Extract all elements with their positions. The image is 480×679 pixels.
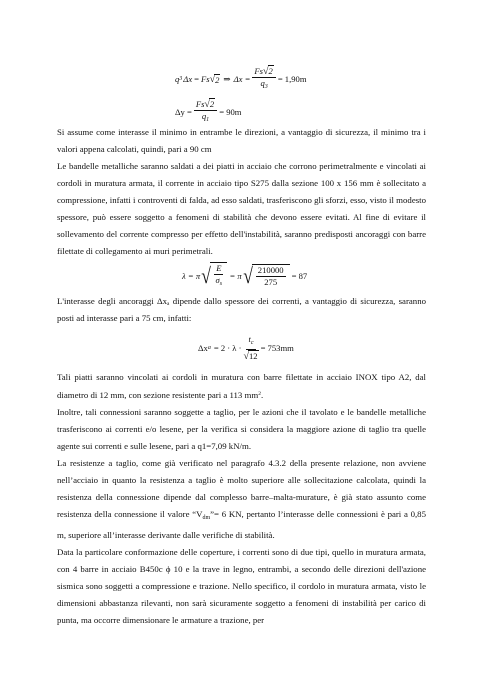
paragraph-resistenza-sub: dm: [202, 515, 211, 521]
eq4-fraction: $\frac{t_c}{√12}$: [243, 334, 258, 362]
paragraph-piatti-end: .: [260, 390, 264, 400]
eq1-frac-root: 2: [268, 66, 273, 76]
eq4-tc: t: [248, 334, 251, 344]
eq1-frac-den: q: [260, 78, 265, 88]
paragraph-coperture: Data la particolare conformazione delle coperture, i correnti sono di due tipi, quello in muratura armata, con 4 barre in acciaio B450c ϕ 10 e la trave in legno, entrambi, a secondo delle direzioni dell'azione sismica sono soggetti a compressione e trazione. Nello specifico, il cordolo in muratura armata, visto le dimensioni abbastanza rilevanti, non sarà sicuramente soggetto a fenomeni di instabilità per carico di punta, ma occorre dimensionare le armature a trazione, per: [57, 547, 426, 625]
eq4-lhs-sub: a: [207, 345, 211, 351]
eq2-fraction: $\frac{Fs√2}{q_1}$: [194, 98, 217, 126]
eq1-dx-2: Δx =: [233, 74, 251, 84]
paragraph-piatti: [57, 369, 426, 404]
eq3-result: = 87: [291, 271, 308, 281]
eq3-num: 210000: [257, 265, 284, 275]
paragraph-resistenza-end: ”= 6 KN, pertanto l’interasse delle connessioni è pari a 0,85 m, superiore all’interasse derivante dalle verifiche di stabilità.: [57, 509, 426, 540]
paragraph-resistenza: [57, 455, 426, 544]
eq1-fs: Fs: [201, 74, 210, 84]
equation-dxa: [198, 334, 294, 362]
eq4-lhs: Δx: [198, 343, 208, 353]
eq1-equals: =: [194, 74, 200, 84]
paragraph-piatti-sup: 2: [258, 391, 261, 397]
eq1-lhs: q: [175, 74, 180, 84]
eq3-frac-2: [256, 265, 286, 288]
eq2-frac-fs: Fs: [195, 99, 205, 109]
eq2-frac-den-sub: 1: [206, 117, 210, 123]
eq3-den: 275: [264, 277, 278, 287]
eq3-E: E: [216, 263, 222, 273]
eq1-result: = 1,90m: [277, 74, 307, 84]
eq1-fraction: $\frac{Fs√2}{q_3}$: [252, 65, 275, 93]
eq2-result: = 90m: [219, 107, 242, 117]
eq3-sigma: σ: [215, 275, 220, 285]
eq4-root: 12: [248, 351, 258, 361]
text-block-2: [57, 293, 426, 327]
eq1-root: 2: [215, 74, 220, 85]
text-block-3: [57, 369, 426, 629]
eq1-frac-den-sub: 3: [264, 84, 268, 90]
equation-lambda: [182, 262, 307, 290]
paragraph-bandelle: Le bandelle metalliche saranno saldati a dei piatti in acciaio che corrono perimetralmente e vincolati ai cordoli in muratura armata, il corrente in acciaio tipo S275 dalla sezione 100 x 156 mm è sollecitato a compressione, infatti i controventi di falda, ad esso saldati, trasferiscono gli sforzi, esso, visto il modesto spessore, può essere soggetto a fenomeni di stabilità che devono essere evitati. Al fine di evitare il sollevamento del corrente compresso per effetto dell'instabilità, saranno predisposti ancoraggi con barre filettate di collegamento ai muri perimetrali.: [57, 161, 426, 256]
eq3-frac-1: [214, 263, 223, 290]
eq3-sqrt-1: √ $\frac{E}{\sigma_s}$: [200, 262, 227, 290]
equation-q3-dx: [175, 65, 307, 93]
eq2-frac-root: 2: [209, 99, 215, 109]
text-block-1: [57, 124, 426, 260]
paragraph-connessioni: Inoltre, tali connessioni saranno soggette a taglio, per le azioni che il tavolato e le bandelle metalliche trasferiscono ai correnti e/o lesene, per la verifica si considera la maggiore azione di taglio tra quelle agente sui correnti e sulle lesene, pari a q1=7,09 kN/m.: [57, 407, 426, 451]
eq4-mid: = 2 · λ ·: [213, 343, 242, 353]
paragraph-interasse: Si assume come interasse il minimo in entrambe le direzioni, a vantaggio di sicurezza, il minimo tra i valori appena calcolati, quindi, pari a 90 cm: [57, 127, 426, 154]
paragraph-piatti-text: Tali piatti saranno vincolati ai cordoli in muratura con barre filettate in acciaio INOX tipo A2, dal diametro di 12 mm, con sezione resistente pari a 113 mm: [57, 372, 426, 400]
eq2-dy: Δy =: [175, 107, 192, 117]
eq1-frac-fs: Fs: [254, 66, 264, 76]
eq3-equals-pi: = π: [229, 271, 242, 281]
eq3-sqrt-2: √ $\frac{210000}{275}$: [242, 264, 290, 288]
paragraph-interasse-ancoraggi: L'interasse degli ancoraggi Δxₐ dipende dallo spessore dei correnti, a vantaggio di sicurezza, saranno posti ad interasse pari a 75 cm, infatti:: [57, 296, 426, 323]
eq4-tc-sub: c: [250, 340, 254, 346]
eq3-lambda: λ = π: [182, 271, 201, 281]
eq1-dx: Δx: [183, 74, 193, 84]
eq2-frac-den: q: [201, 111, 207, 121]
eq1-radical-icon: √: [209, 73, 216, 85]
eq1-lhs-sub: 3: [179, 76, 183, 82]
eq4-result: = 753mm: [260, 343, 294, 353]
eq1-implies: ⇒: [223, 73, 231, 84]
equation-dy: [175, 98, 242, 126]
eq3-sigma-sub: s: [219, 281, 223, 287]
paragraph-resistenza-text: La resistenze a taglio, come già verificato nel paragrafo 4.3.2 della presente relazione, non avviene nell’acciaio in quanto la resistenza a taglio è molto superiore alle sollecitazione calcolata, quindi la resistenza della connessione dipende dal complesso barre–malta-murature, è già stato assunto come resistenza della connessione il valore “V: [57, 458, 426, 519]
